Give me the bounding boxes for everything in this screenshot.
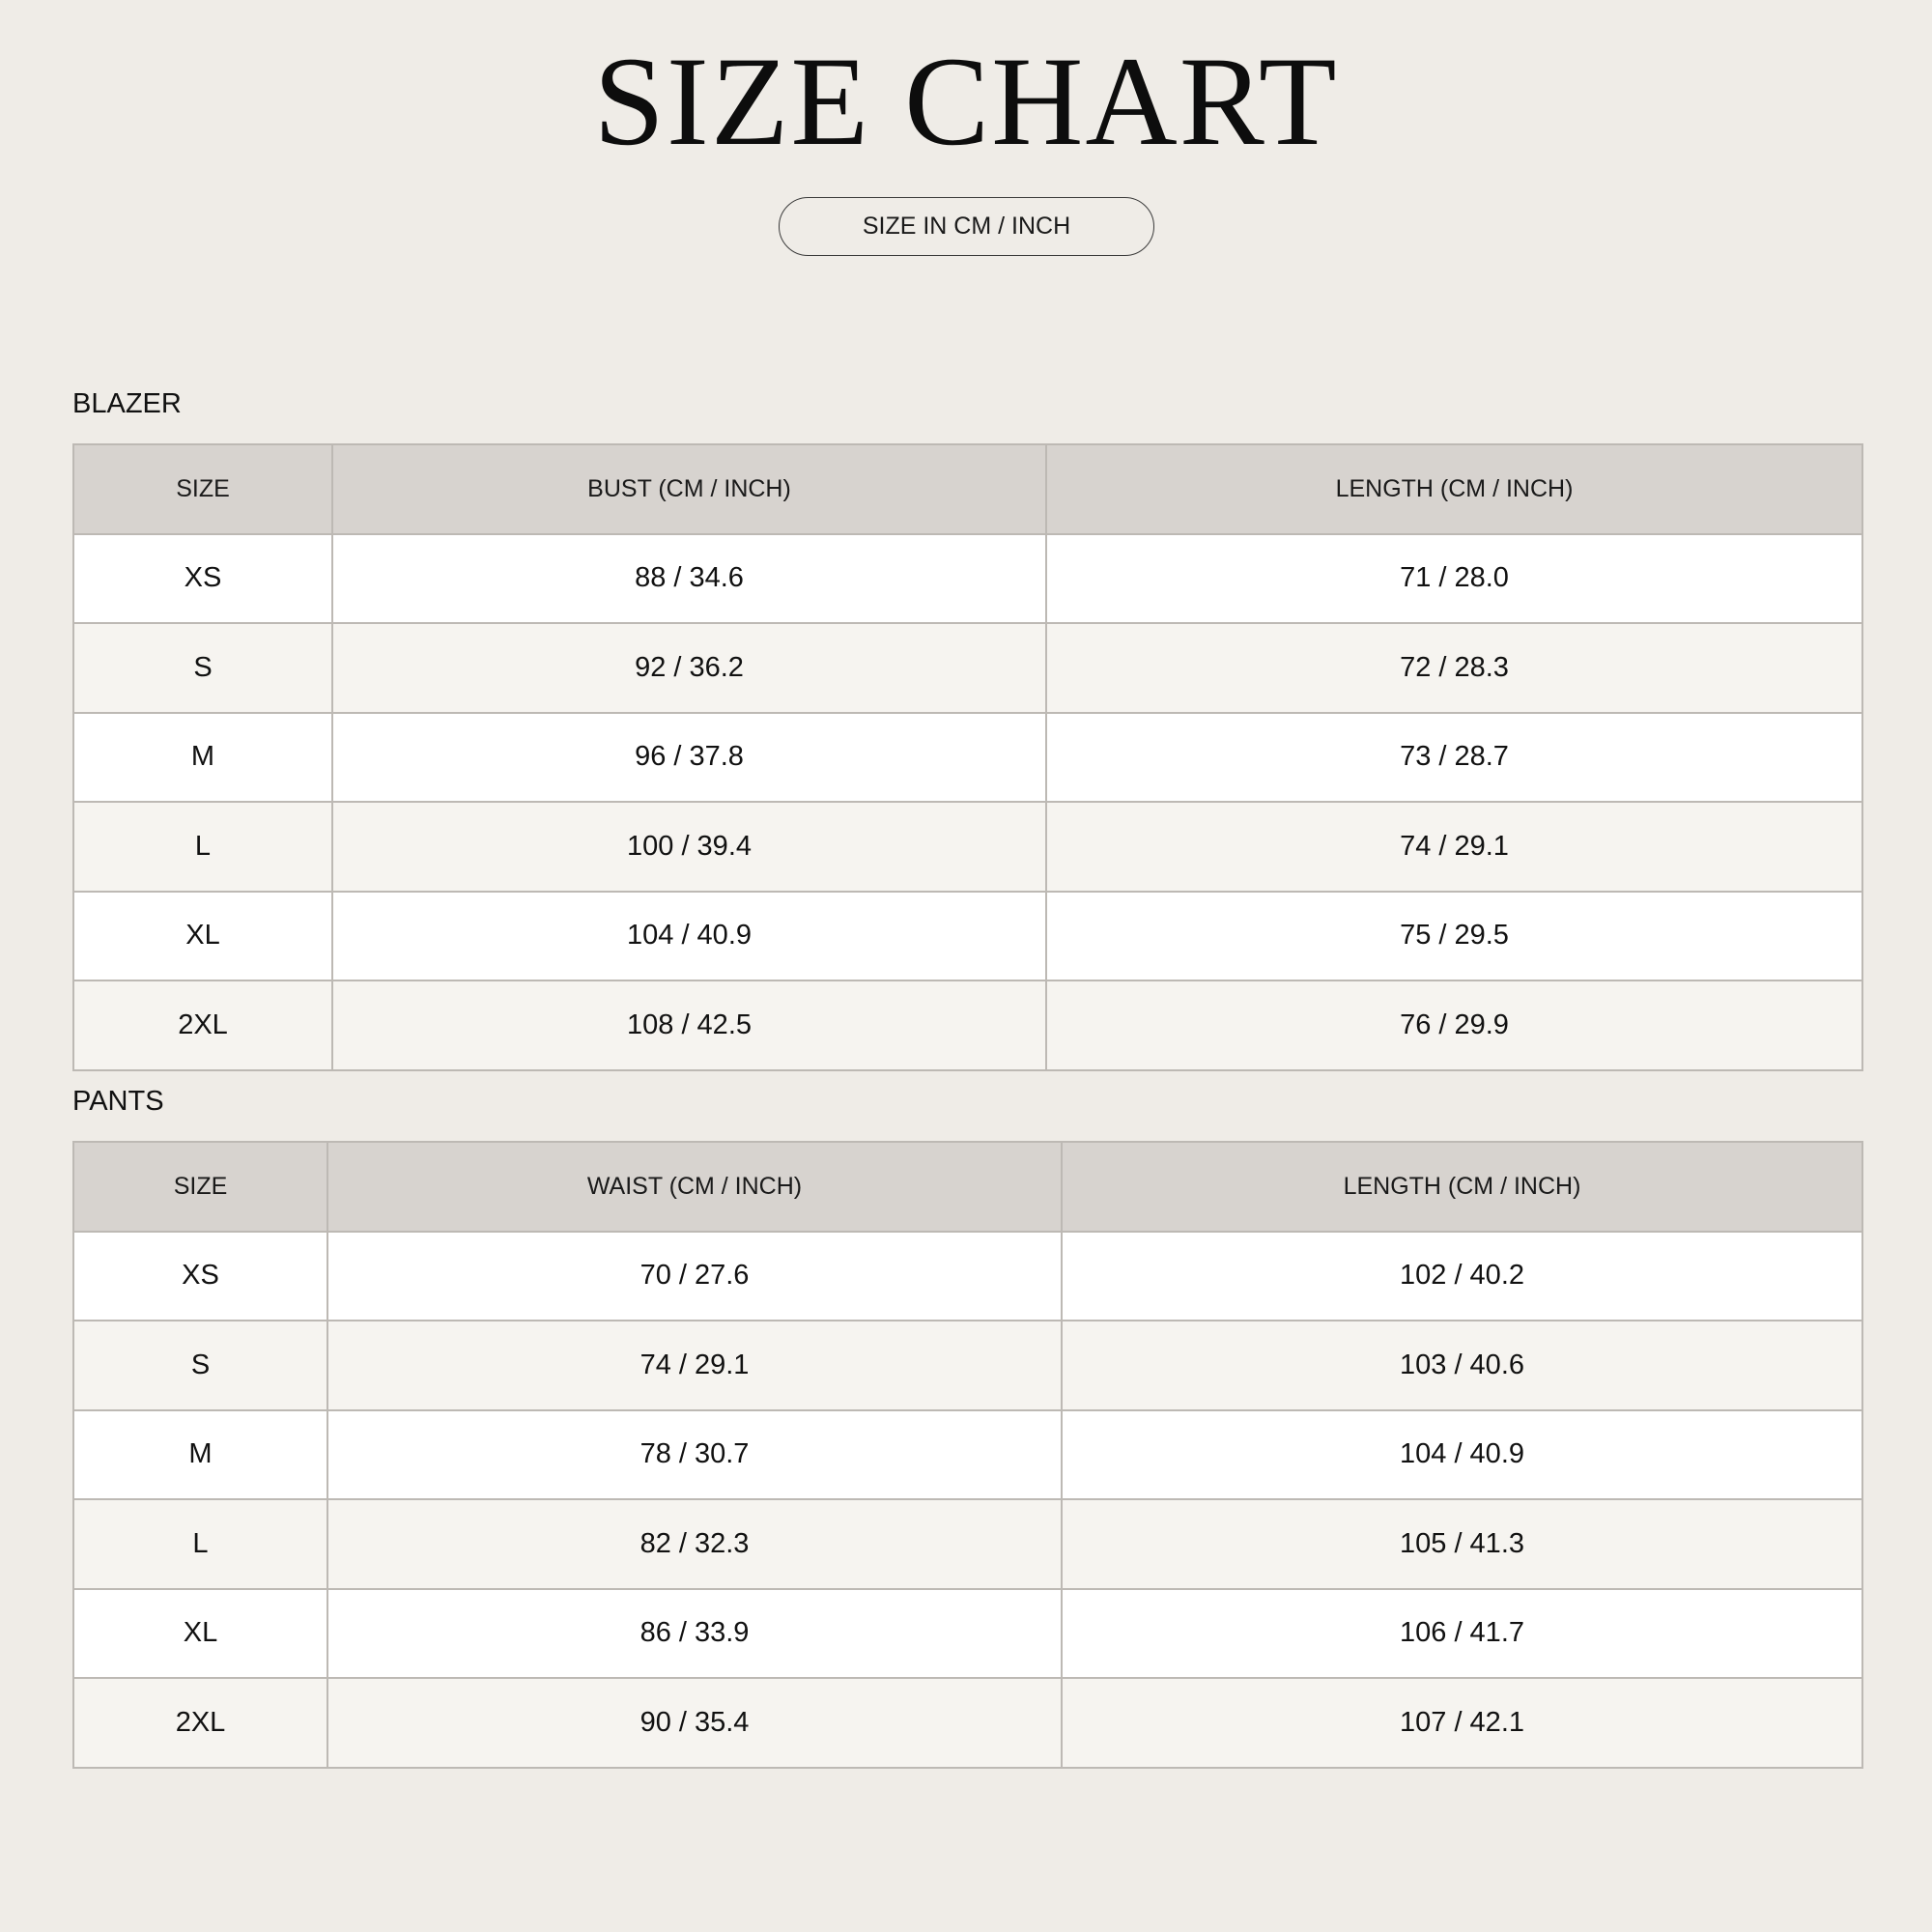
size-cell: L <box>73 802 332 892</box>
column-header-waist: WAIST (CM / INCH) <box>327 1142 1062 1232</box>
length-cell: 73 / 28.7 <box>1046 713 1862 803</box>
length-cell: 102 / 40.2 <box>1062 1232 1862 1321</box>
size-cell: XS <box>73 534 332 624</box>
waist-cell: 74 / 29.1 <box>327 1321 1062 1410</box>
bust-cell: 96 / 37.8 <box>332 713 1046 803</box>
table-row <box>73 980 1862 1070</box>
length-cell: 104 / 40.9 <box>1062 1410 1862 1500</box>
bust-cell: 100 / 39.4 <box>332 802 1046 892</box>
length-cell: 105 / 41.3 <box>1062 1499 1862 1589</box>
table-row <box>73 892 1862 981</box>
size-cell: XS <box>73 1232 327 1321</box>
column-header-length: LENGTH (CM / INCH) <box>1062 1142 1862 1232</box>
length-cell: 103 / 40.6 <box>1062 1321 1862 1410</box>
table-row <box>73 1321 1862 1410</box>
length-cell: 106 / 41.7 <box>1062 1589 1862 1679</box>
table-header-row <box>73 444 1862 534</box>
size-cell: L <box>73 1499 327 1589</box>
column-header-size: SIZE <box>73 1142 327 1232</box>
size-cell: M <box>73 1410 327 1500</box>
table-row <box>73 1589 1862 1679</box>
bust-cell: 104 / 40.9 <box>332 892 1046 981</box>
size-cell: XL <box>73 892 332 981</box>
length-cell: 74 / 29.1 <box>1046 802 1862 892</box>
table-row <box>73 802 1862 892</box>
bust-cell: 88 / 34.6 <box>332 534 1046 624</box>
waist-cell: 86 / 33.9 <box>327 1589 1062 1679</box>
waist-cell: 90 / 35.4 <box>327 1678 1062 1768</box>
length-cell: 76 / 29.9 <box>1046 980 1862 1070</box>
waist-cell: 82 / 32.3 <box>327 1499 1062 1589</box>
length-cell: 107 / 42.1 <box>1062 1678 1862 1768</box>
size-cell: XL <box>73 1589 327 1679</box>
size-cell: S <box>73 623 332 713</box>
blazer-section-title: BLAZER <box>72 388 182 419</box>
length-cell: 71 / 28.0 <box>1046 534 1862 624</box>
unit-note-badge <box>779 197 1154 256</box>
pants-size-table <box>72 1141 1863 1769</box>
table-row <box>73 713 1862 803</box>
blazer-size-table <box>72 443 1863 1071</box>
size-cell: S <box>73 1321 327 1410</box>
table-row <box>73 1410 1862 1500</box>
size-cell: 2XL <box>73 1678 327 1768</box>
table-row <box>73 1678 1862 1768</box>
unit-note-text: SIZE IN CM / INCH <box>862 213 1071 240</box>
size-cell: M <box>73 713 332 803</box>
bust-cell: 92 / 36.2 <box>332 623 1046 713</box>
table-row <box>73 534 1862 624</box>
pants-section-title: PANTS <box>72 1086 164 1117</box>
table-row <box>73 623 1862 713</box>
column-header-bust: BUST (CM / INCH) <box>332 444 1046 534</box>
size-cell: 2XL <box>73 980 332 1070</box>
column-header-size: SIZE <box>73 444 332 534</box>
table-row <box>73 1232 1862 1321</box>
column-header-length: LENGTH (CM / INCH) <box>1046 444 1862 534</box>
waist-cell: 78 / 30.7 <box>327 1410 1062 1500</box>
table-header-row <box>73 1142 1862 1232</box>
length-cell: 72 / 28.3 <box>1046 623 1862 713</box>
length-cell: 75 / 29.5 <box>1046 892 1862 981</box>
table-row <box>73 1499 1862 1589</box>
page-title: SIZE CHART <box>593 30 1339 172</box>
bust-cell: 108 / 42.5 <box>332 980 1046 1070</box>
waist-cell: 70 / 27.6 <box>327 1232 1062 1321</box>
